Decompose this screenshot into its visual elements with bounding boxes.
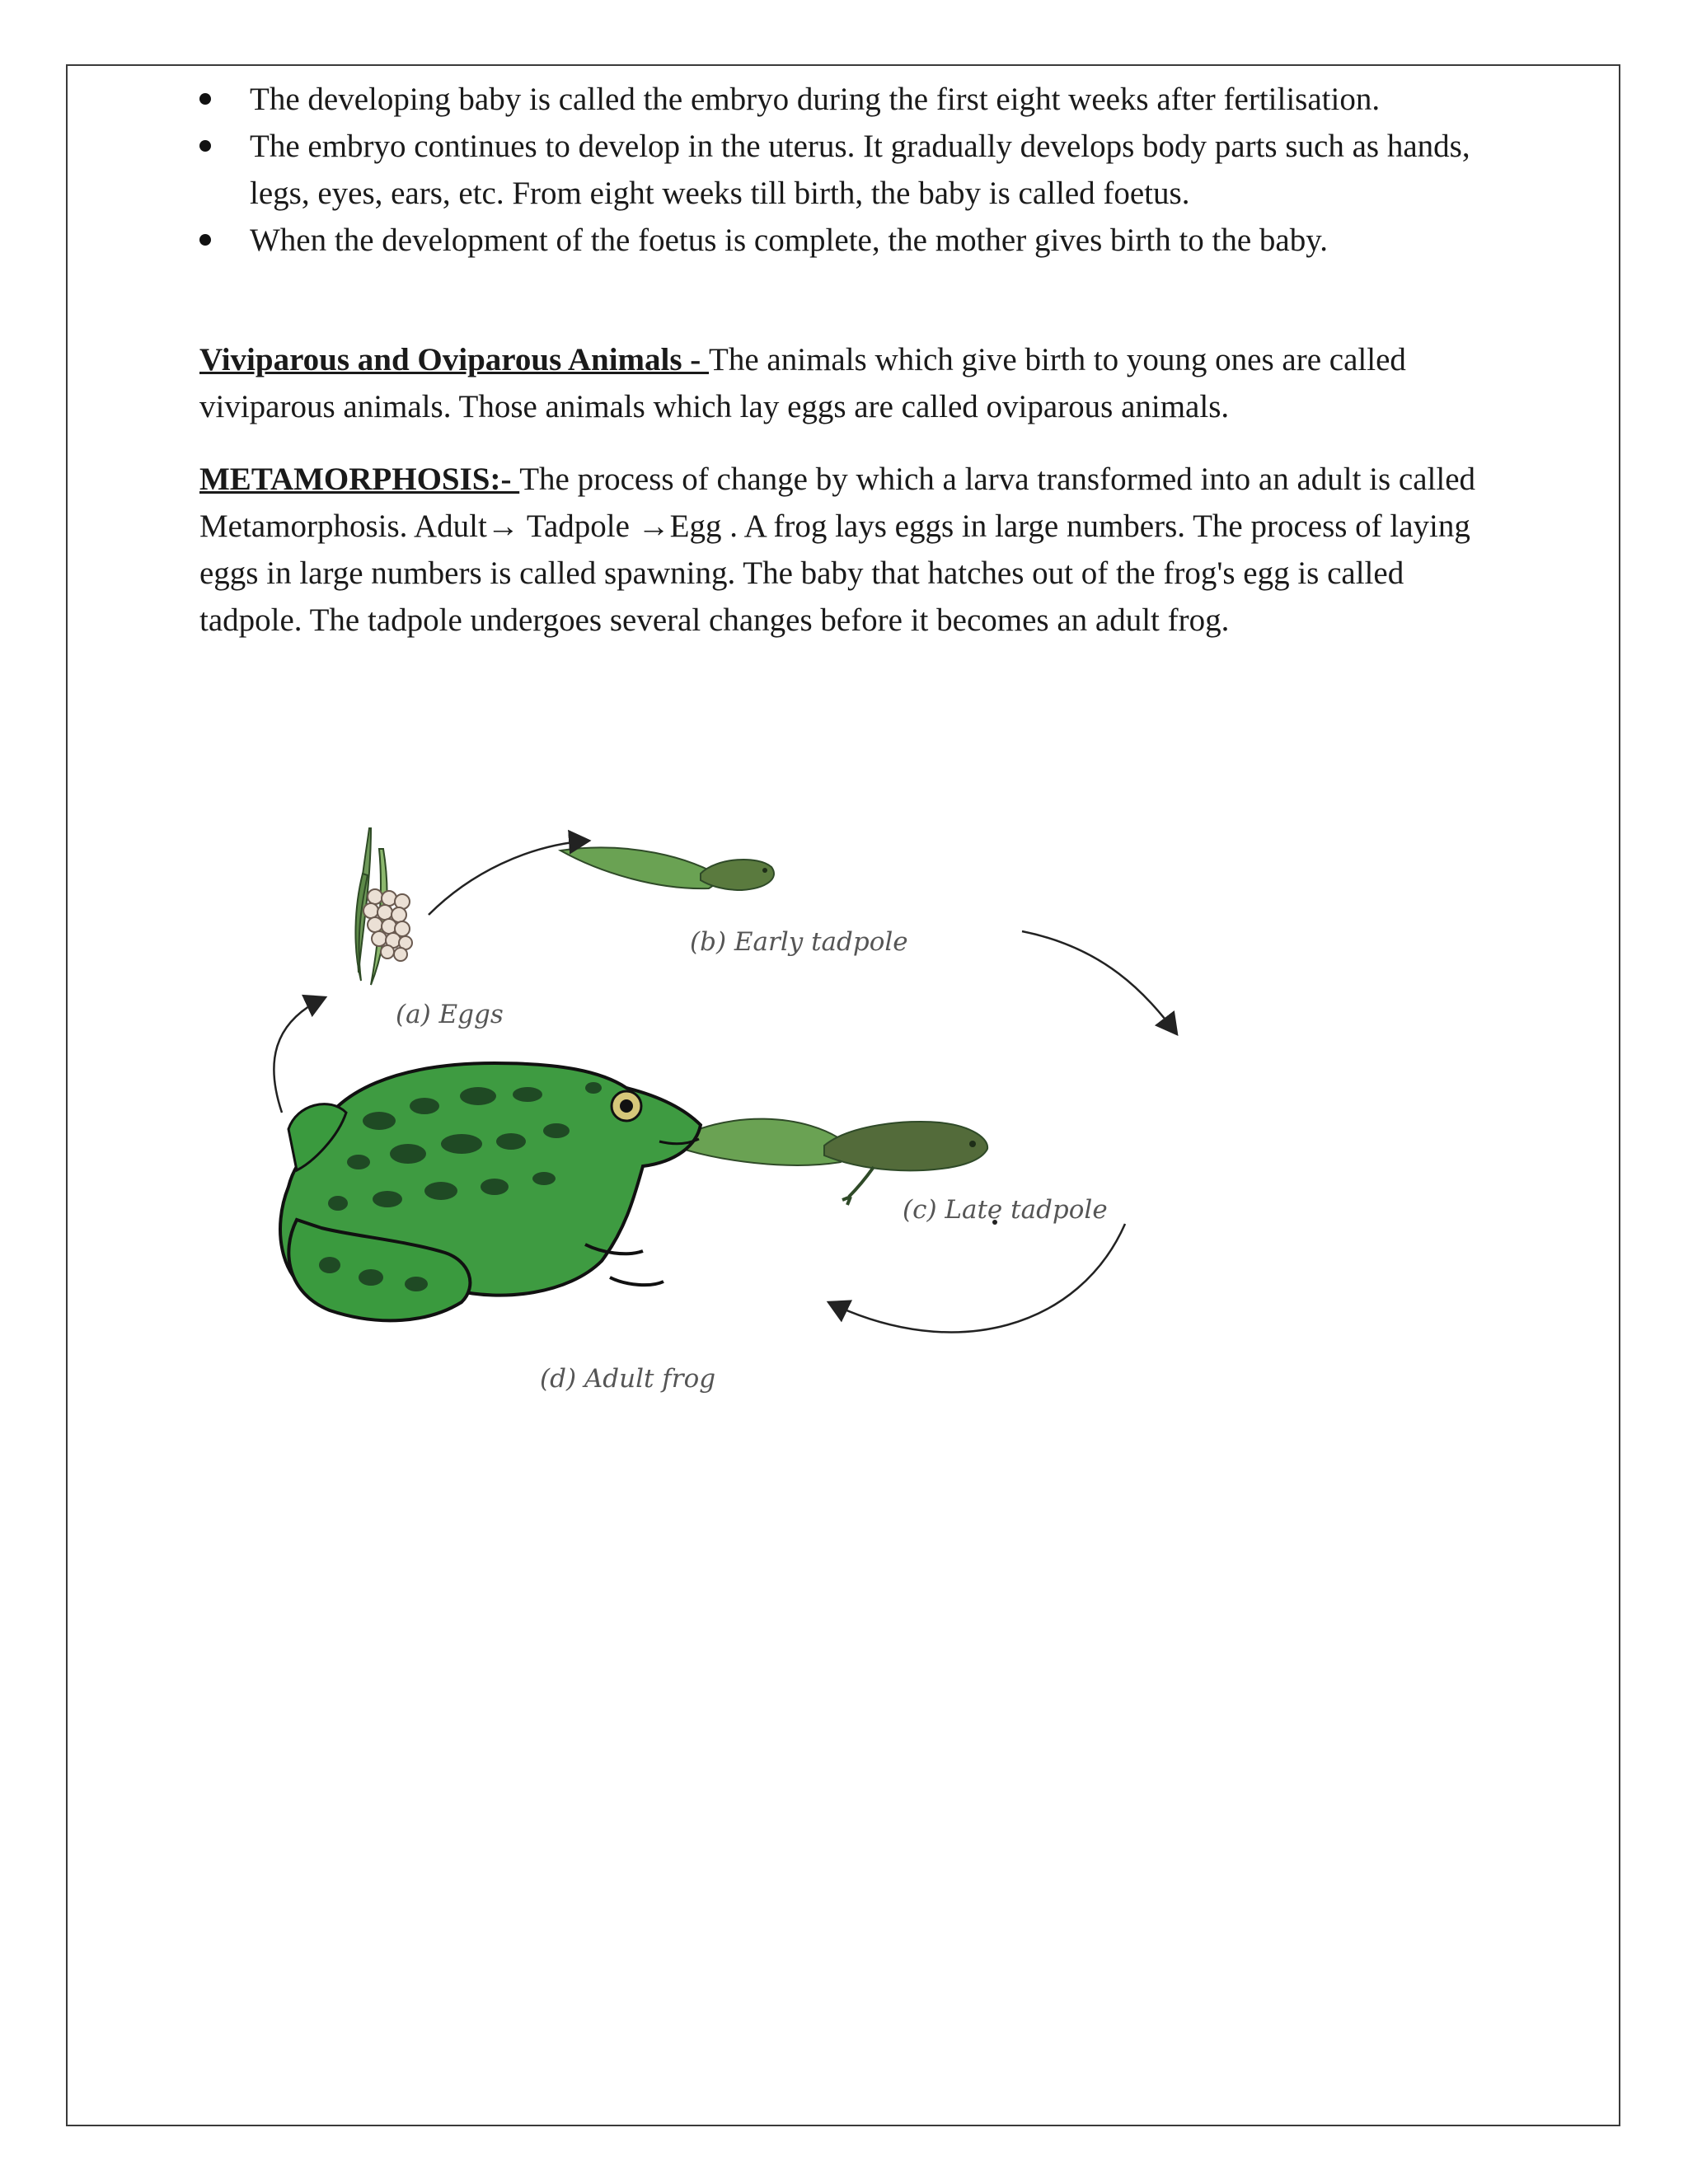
list-item: [199, 76, 1502, 123]
caption-late-tadpole: (c) Late tadpole: [903, 1195, 1108, 1225]
metamorphosis-paragraph: [199, 456, 1502, 644]
bullet-text: When the development of the foetus is complete, the mother gives birth to the baby.: [250, 223, 1328, 258]
viviparous-text: The animals which give birth to young ones are called viviparous animals. Those animals which lay eggs are called oviparous animals.: [199, 342, 1406, 424]
arrow-early-to-late-tadpole: [1022, 931, 1177, 1034]
metamorphosis-text: The process of change by which a larva transformed into an adult is called Metamorphosis. Adult→ Tadpole →Egg . A frog lays eggs in large numbers. The process of laying eggs in large numbers is called spawning. The baby that hatches out of the frog's egg is called tadpole. The tadpole undergoes several changes before it becomes an adult frog.: [199, 462, 1476, 638]
bullet-icon: [199, 234, 211, 246]
list-item: [199, 217, 1502, 264]
arrow-adult-frog-to-eggs: [274, 997, 326, 1113]
bullet-icon: [199, 93, 211, 105]
list-item: [199, 123, 1502, 217]
adult-frog-illustration: [280, 1063, 701, 1320]
life-cycle-illustration: [214, 816, 1335, 1418]
viviparous-paragraph: [199, 336, 1502, 430]
eggs-illustration: [355, 828, 412, 985]
caption-early-tadpole: (b) Early tadpole: [690, 927, 908, 957]
caption-eggs: (a) Eggs: [396, 1000, 504, 1029]
bullet-text: The developing baby is called the embryo during the first eight weeks after fertilisation.: [250, 82, 1381, 117]
bullet-icon: [199, 140, 211, 152]
arrow-late-tadpole-to-adult-frog: [828, 1224, 1125, 1332]
bullet-list: [199, 76, 1502, 264]
caption-adult-frog: (d) Adult frog: [540, 1364, 716, 1394]
viviparous-heading: Viviparous and Oviparous Animals -: [199, 342, 710, 377]
metamorphosis-heading: METAMORPHOSIS:-: [199, 462, 520, 497]
early-tadpole-illustration: [560, 847, 774, 890]
bullet-text: The embryo continues to develop in the uterus. It gradually develops body parts such as hands, legs, eyes, ears, etc. From eight weeks till birth, the baby is called foetus.: [250, 129, 1470, 211]
document-body: [199, 76, 1502, 644]
frog-life-cycle-diagram: [214, 816, 1335, 1418]
